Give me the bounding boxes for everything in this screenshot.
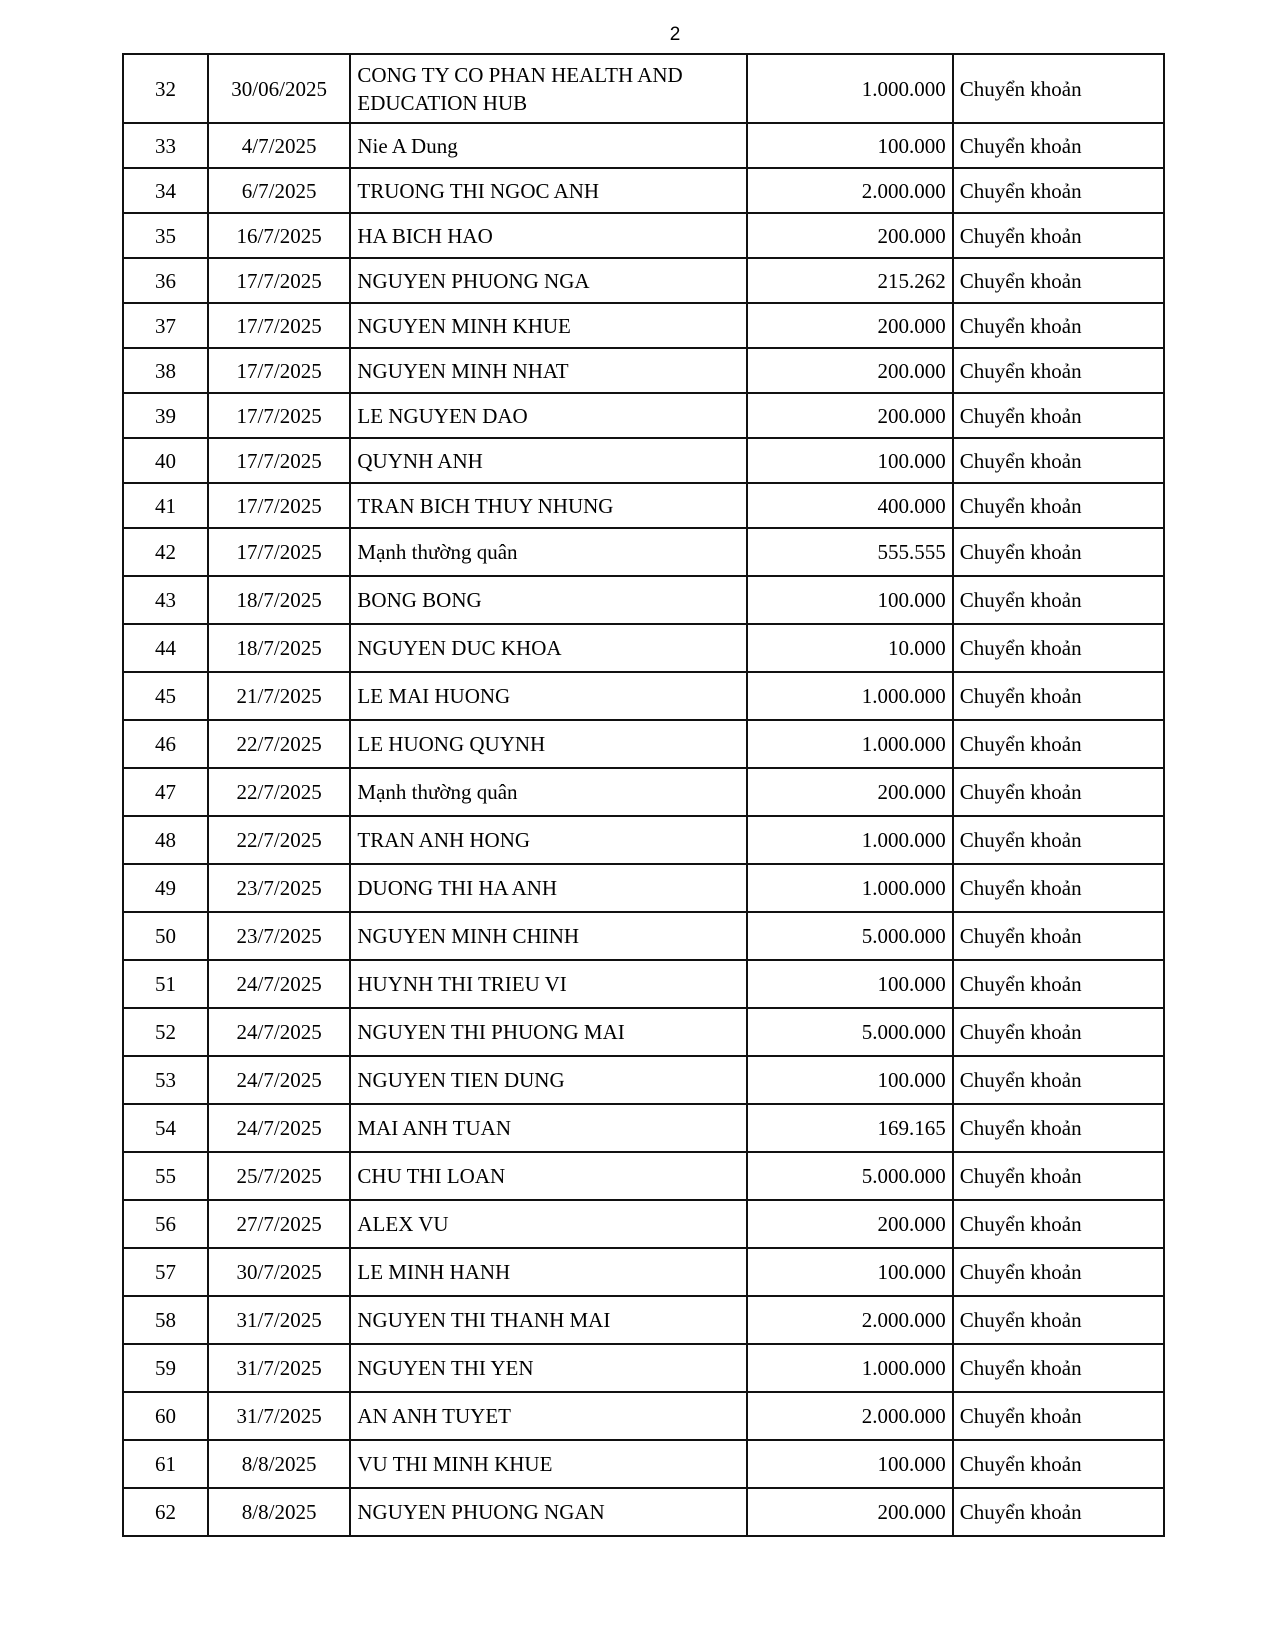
cell-date: 22/7/2025 (208, 816, 351, 864)
cell-donor-name: NGUYEN PHUONG NGAN (350, 1488, 746, 1536)
cell-donor-name: BONG BONG (350, 576, 746, 624)
cell-amount: 100.000 (747, 1056, 953, 1104)
cell-index: 46 (123, 720, 208, 768)
table-row (123, 720, 1164, 768)
cell-date: 31/7/2025 (208, 1392, 351, 1440)
cell-payment-method: Chuyển khoản (953, 1008, 1164, 1056)
cell-amount: 555.555 (747, 528, 953, 576)
cell-date: 30/7/2025 (208, 1248, 351, 1296)
cell-index: 32 (123, 54, 208, 123)
cell-index: 33 (123, 123, 208, 168)
cell-payment-method: Chuyển khoản (953, 393, 1164, 438)
cell-payment-method: Chuyển khoản (953, 1056, 1164, 1104)
cell-index: 61 (123, 1440, 208, 1488)
cell-date: 17/7/2025 (208, 483, 351, 528)
cell-payment-method: Chuyển khoản (953, 54, 1164, 123)
cell-payment-method: Chuyển khoản (953, 1392, 1164, 1440)
table-row (123, 213, 1164, 258)
cell-donor-name: Mạnh thường quân (350, 768, 746, 816)
cell-index: 45 (123, 672, 208, 720)
table-row (123, 1440, 1164, 1488)
cell-payment-method: Chuyển khoản (953, 576, 1164, 624)
cell-donor-name: ALEX VU (350, 1200, 746, 1248)
cell-index: 34 (123, 168, 208, 213)
cell-index: 62 (123, 1488, 208, 1536)
table-row (123, 1008, 1164, 1056)
table-row (123, 624, 1164, 672)
cell-payment-method: Chuyển khoản (953, 168, 1164, 213)
page-number: 2 (669, 24, 681, 45)
cell-date: 6/7/2025 (208, 168, 351, 213)
cell-index: 56 (123, 1200, 208, 1248)
cell-index: 57 (123, 1248, 208, 1296)
cell-payment-method: Chuyển khoản (953, 816, 1164, 864)
cell-donor-name: NGUYEN THI PHUONG MAI (350, 1008, 746, 1056)
cell-date: 22/7/2025 (208, 768, 351, 816)
cell-index: 48 (123, 816, 208, 864)
cell-payment-method: Chuyển khoản (953, 438, 1164, 483)
cell-index: 51 (123, 960, 208, 1008)
cell-donor-name: CONG TY CO PHAN HEALTH AND EDUCATION HUB (350, 54, 746, 123)
cell-date: 24/7/2025 (208, 960, 351, 1008)
cell-amount: 100.000 (747, 1248, 953, 1296)
cell-index: 58 (123, 1296, 208, 1344)
cell-donor-name: NGUYEN TIEN DUNG (350, 1056, 746, 1104)
cell-date: 27/7/2025 (208, 1200, 351, 1248)
cell-amount: 200.000 (747, 1488, 953, 1536)
cell-date: 4/7/2025 (208, 123, 351, 168)
cell-amount: 400.000 (747, 483, 953, 528)
cell-donor-name: QUYNH ANH (350, 438, 746, 483)
cell-payment-method: Chuyển khoản (953, 672, 1164, 720)
cell-amount: 169.165 (747, 1104, 953, 1152)
cell-index: 50 (123, 912, 208, 960)
cell-payment-method: Chuyển khoản (953, 483, 1164, 528)
table-row (123, 1392, 1164, 1440)
cell-donor-name: NGUYEN MINH CHINH (350, 912, 746, 960)
cell-payment-method: Chuyển khoản (953, 213, 1164, 258)
cell-index: 60 (123, 1392, 208, 1440)
cell-date: 31/7/2025 (208, 1344, 351, 1392)
cell-payment-method: Chuyển khoản (953, 1248, 1164, 1296)
cell-date: 16/7/2025 (208, 213, 351, 258)
table-row (123, 528, 1164, 576)
cell-amount: 200.000 (747, 348, 953, 393)
cell-donor-name: NGUYEN MINH KHUE (350, 303, 746, 348)
cell-amount: 100.000 (747, 576, 953, 624)
cell-payment-method: Chuyển khoản (953, 624, 1164, 672)
cell-index: 44 (123, 624, 208, 672)
cell-index: 43 (123, 576, 208, 624)
cell-payment-method: Chuyển khoản (953, 1440, 1164, 1488)
cell-date: 17/7/2025 (208, 438, 351, 483)
cell-index: 38 (123, 348, 208, 393)
cell-date: 18/7/2025 (208, 624, 351, 672)
cell-date: 23/7/2025 (208, 864, 351, 912)
cell-amount: 200.000 (747, 1200, 953, 1248)
cell-payment-method: Chuyển khoản (953, 123, 1164, 168)
donation-table-body (123, 54, 1164, 1536)
cell-date: 17/7/2025 (208, 303, 351, 348)
cell-amount: 100.000 (747, 123, 953, 168)
cell-index: 35 (123, 213, 208, 258)
cell-index: 41 (123, 483, 208, 528)
cell-date: 30/06/2025 (208, 54, 351, 123)
cell-amount: 200.000 (747, 393, 953, 438)
table-row (123, 1200, 1164, 1248)
table-row (123, 816, 1164, 864)
table-row (123, 123, 1164, 168)
donation-table (122, 53, 1165, 1537)
table-row (123, 576, 1164, 624)
cell-date: 24/7/2025 (208, 1104, 351, 1152)
cell-amount: 5.000.000 (747, 912, 953, 960)
cell-date: 24/7/2025 (208, 1008, 351, 1056)
cell-index: 39 (123, 393, 208, 438)
cell-date: 31/7/2025 (208, 1296, 351, 1344)
cell-amount: 200.000 (747, 303, 953, 348)
cell-donor-name: AN ANH TUYET (350, 1392, 746, 1440)
cell-amount: 100.000 (747, 960, 953, 1008)
table-row (123, 483, 1164, 528)
cell-donor-name: DUONG THI HA ANH (350, 864, 746, 912)
cell-amount: 5.000.000 (747, 1008, 953, 1056)
cell-payment-method: Chuyển khoản (953, 528, 1164, 576)
cell-date: 17/7/2025 (208, 528, 351, 576)
cell-payment-method: Chuyển khoản (953, 768, 1164, 816)
cell-donor-name: TRAN BICH THUY NHUNG (350, 483, 746, 528)
table-row (123, 768, 1164, 816)
cell-payment-method: Chuyển khoản (953, 1296, 1164, 1344)
cell-date: 17/7/2025 (208, 258, 351, 303)
cell-donor-name: LE MAI HUONG (350, 672, 746, 720)
cell-amount: 200.000 (747, 213, 953, 258)
table-row (123, 348, 1164, 393)
table-row (123, 1248, 1164, 1296)
cell-donor-name: TRAN ANH HONG (350, 816, 746, 864)
cell-index: 59 (123, 1344, 208, 1392)
cell-amount: 200.000 (747, 768, 953, 816)
cell-index: 47 (123, 768, 208, 816)
cell-payment-method: Chuyển khoản (953, 348, 1164, 393)
table-row (123, 1104, 1164, 1152)
cell-date: 8/8/2025 (208, 1488, 351, 1536)
cell-payment-method: Chuyển khoản (953, 864, 1164, 912)
cell-index: 55 (123, 1152, 208, 1200)
cell-date: 21/7/2025 (208, 672, 351, 720)
table-row (123, 864, 1164, 912)
cell-payment-method: Chuyển khoản (953, 1152, 1164, 1200)
cell-donor-name: NGUYEN DUC KHOA (350, 624, 746, 672)
cell-amount: 2.000.000 (747, 168, 953, 213)
cell-payment-method: Chuyển khoản (953, 960, 1164, 1008)
cell-amount: 1.000.000 (747, 816, 953, 864)
cell-amount: 215.262 (747, 258, 953, 303)
cell-date: 25/7/2025 (208, 1152, 351, 1200)
cell-donor-name: Mạnh thường quân (350, 528, 746, 576)
cell-amount: 1.000.000 (747, 1344, 953, 1392)
cell-amount: 1.000.000 (747, 54, 953, 123)
cell-index: 49 (123, 864, 208, 912)
cell-index: 40 (123, 438, 208, 483)
cell-donor-name: LE NGUYEN DAO (350, 393, 746, 438)
cell-index: 54 (123, 1104, 208, 1152)
cell-donor-name: HUYNH THI TRIEU VI (350, 960, 746, 1008)
table-row (123, 960, 1164, 1008)
cell-payment-method: Chuyển khoản (953, 912, 1164, 960)
table-row (123, 672, 1164, 720)
table-row (123, 1296, 1164, 1344)
cell-index: 52 (123, 1008, 208, 1056)
table-row (123, 258, 1164, 303)
cell-payment-method: Chuyển khoản (953, 1104, 1164, 1152)
cell-amount: 10.000 (747, 624, 953, 672)
cell-payment-method: Chuyển khoản (953, 258, 1164, 303)
table-row (123, 303, 1164, 348)
cell-index: 37 (123, 303, 208, 348)
cell-donor-name: MAI ANH TUAN (350, 1104, 746, 1152)
cell-date: 18/7/2025 (208, 576, 351, 624)
cell-payment-method: Chuyển khoản (953, 1200, 1164, 1248)
cell-amount: 1.000.000 (747, 864, 953, 912)
cell-donor-name: LE HUONG QUYNH (350, 720, 746, 768)
cell-amount: 1.000.000 (747, 720, 953, 768)
cell-donor-name: NGUYEN MINH NHAT (350, 348, 746, 393)
cell-payment-method: Chuyển khoản (953, 303, 1164, 348)
table-row (123, 1152, 1164, 1200)
cell-donor-name: TRUONG THI NGOC ANH (350, 168, 746, 213)
cell-date: 8/8/2025 (208, 1440, 351, 1488)
cell-donor-name: CHU THI LOAN (350, 1152, 746, 1200)
cell-amount: 100.000 (747, 438, 953, 483)
table-row (123, 393, 1164, 438)
cell-amount: 5.000.000 (747, 1152, 953, 1200)
table-row (123, 912, 1164, 960)
cell-index: 36 (123, 258, 208, 303)
cell-payment-method: Chuyển khoản (953, 1488, 1164, 1536)
cell-date: 17/7/2025 (208, 348, 351, 393)
cell-donor-name: Nie A Dung (350, 123, 746, 168)
cell-amount: 2.000.000 (747, 1296, 953, 1344)
cell-donor-name: NGUYEN THI THANH MAI (350, 1296, 746, 1344)
cell-date: 22/7/2025 (208, 720, 351, 768)
cell-donor-name: HA BICH HAO (350, 213, 746, 258)
cell-amount: 2.000.000 (747, 1392, 953, 1440)
table-row (123, 1488, 1164, 1536)
table-row (123, 438, 1164, 483)
cell-index: 53 (123, 1056, 208, 1104)
table-row (123, 168, 1164, 213)
cell-donor-name: LE MINH HANH (350, 1248, 746, 1296)
table-row (123, 54, 1164, 123)
table-row (123, 1056, 1164, 1104)
cell-donor-name: VU THI MINH KHUE (350, 1440, 746, 1488)
cell-payment-method: Chuyển khoản (953, 720, 1164, 768)
cell-date: 17/7/2025 (208, 393, 351, 438)
cell-date: 24/7/2025 (208, 1056, 351, 1104)
cell-amount: 1.000.000 (747, 672, 953, 720)
cell-date: 23/7/2025 (208, 912, 351, 960)
table-row (123, 1344, 1164, 1392)
cell-donor-name: NGUYEN PHUONG NGA (350, 258, 746, 303)
cell-index: 42 (123, 528, 208, 576)
cell-donor-name: NGUYEN THI YEN (350, 1344, 746, 1392)
cell-amount: 100.000 (747, 1440, 953, 1488)
cell-payment-method: Chuyển khoản (953, 1344, 1164, 1392)
